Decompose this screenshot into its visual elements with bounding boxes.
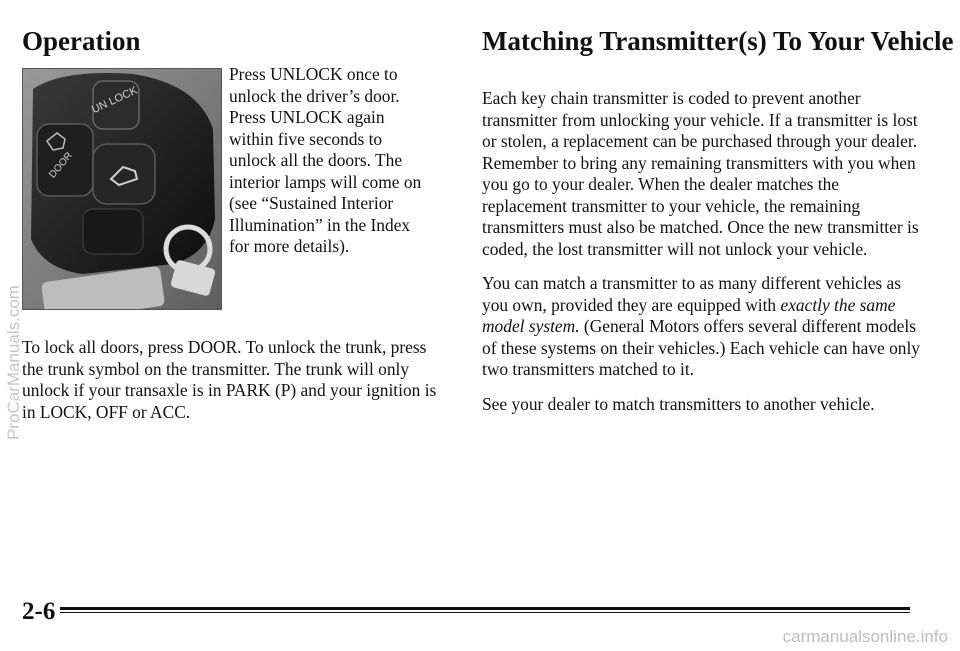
trunk-button — [93, 144, 155, 204]
footer-rule-thin — [60, 612, 910, 613]
section-heading-matching-transmitters: Matching Transmitter(s) To Your Vehicle — [482, 26, 954, 56]
transmitter-coding-paragraph: Each key chain transmitter is coded to prevent another transmitter from unlocking your vehicle. If a transmitter is lost or stolen, a replacement can be purchased through your dealer. Remember to bring any remaining transmitters with you when you go to your dealer. When the dealer matches the replacement transmitter to your vehicle, the remaining transmitters must also be matched. Once the new transmitter is coded, the lost transmitter will not unlock your vehicle. — [482, 88, 919, 259]
door-button-label: DOOR — [47, 150, 75, 181]
same-model-system-emphasis: exactly the same model system. — [482, 294, 896, 336]
bottom-watermark: carmanualsonline.info — [782, 627, 948, 646]
section-heading-operation: Operation — [22, 26, 141, 56]
multiple-vehicles-text-start: You can match a transmitter to as many different vehicles as you own, provided they are equipped with — [482, 273, 902, 315]
unlock-instructions: Press UNLOCK once to unlock the driver’s door. Press UNLOCK again within five seconds to unlock all the doors. The interior lamps will come on (see “Sustained Interior Illumination” in the Index for more details). — [229, 64, 422, 256]
multiple-vehicles-paragraph — [482, 273, 922, 381]
page-number: 2-6 — [22, 598, 56, 625]
footer-rule-thick — [60, 607, 910, 610]
side-watermark-text: ProCarManuals.com — [4, 285, 23, 440]
lock-and-trunk-instructions: To lock all doors, press DOOR. To unlock the trunk, press the trunk symbol on the transmitter. The trunk will only unlock if your transaxle is in PARK (P) and your ignition is in LOCK, OFF or ACC. — [22, 337, 437, 422]
side-watermark — [0, 0, 28, 440]
multiple-vehicles-text-end: (General Motors offers several different models of these systems on their vehicles.) Each vehicle can have only two transmitters matched to it. — [482, 316, 920, 379]
unlock-button-label: UN LOCK — [90, 84, 140, 117]
key-fob-image — [23, 69, 221, 309]
matching-transmitters-section — [482, 88, 922, 428]
key-fob-photo — [22, 68, 222, 310]
see-dealer-paragraph: See your dealer to match transmitters to another vehicle. — [482, 393, 875, 414]
